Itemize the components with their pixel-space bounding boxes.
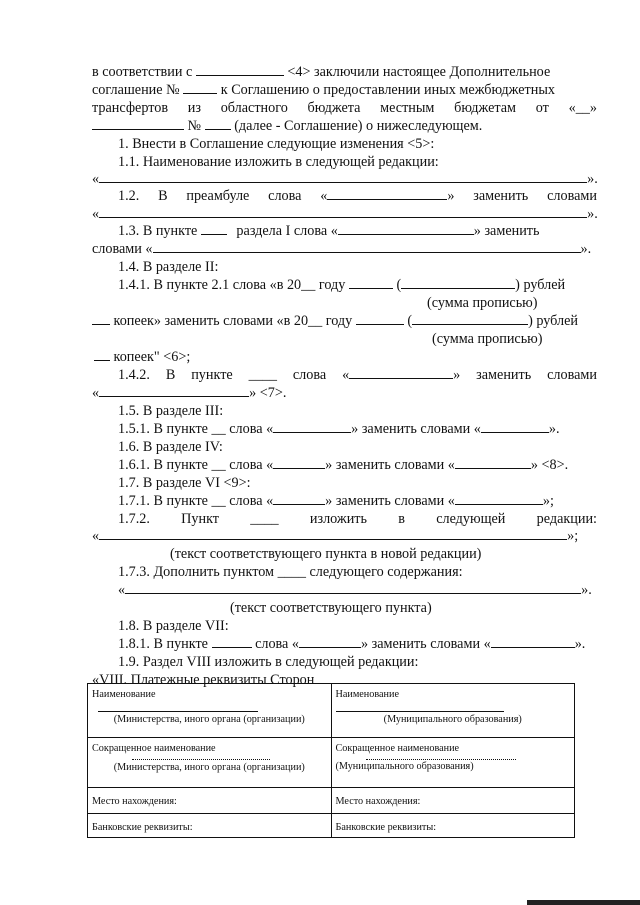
text-line-2	[92, 81, 555, 99]
text: в соответствии с	[92, 64, 193, 80]
blank-field	[153, 240, 581, 253]
blank-field	[327, 187, 447, 200]
text: словами «	[92, 241, 153, 257]
table-row	[88, 814, 575, 838]
text: » заменить словами «	[325, 493, 455, 509]
word: от	[535, 100, 549, 116]
word: 1.7.2.	[118, 511, 150, 527]
text: соглашение №	[92, 82, 180, 98]
text: »;	[567, 528, 579, 544]
blank-field	[125, 581, 581, 594]
blank-field	[356, 312, 404, 325]
text: 1.8.1. В пункте	[118, 636, 208, 652]
cell-caption: (Министерства, иного органа (организации)	[113, 714, 305, 725]
blank-field	[94, 348, 110, 361]
word: бюджета	[307, 100, 361, 116]
requisites-table	[87, 683, 575, 838]
word: местным	[380, 100, 435, 116]
blank-field	[99, 170, 587, 183]
item-1-3	[118, 222, 539, 240]
text-line-11	[92, 240, 591, 258]
word: редакции:	[536, 511, 597, 527]
text: ».	[580, 241, 592, 257]
text: «	[320, 188, 328, 204]
item-1-5-1	[118, 420, 560, 438]
caption-new-text: (текст соответствующего пункта в новой редакции)	[170, 546, 482, 562]
text: (далее - Соглашение) о нижеследующем.	[234, 118, 483, 134]
blank-field	[455, 456, 531, 469]
text: «	[92, 171, 100, 187]
word: преамбуле	[186, 188, 250, 204]
word: областного	[220, 100, 288, 116]
blank-field	[201, 222, 227, 235]
blank-field	[212, 635, 252, 648]
item-1-4-2	[118, 366, 597, 384]
text-line-15	[92, 312, 578, 330]
text: 1.6.1. В пункте __ слова «	[118, 457, 274, 473]
item-1-7-2	[118, 510, 597, 528]
blank-field	[273, 420, 351, 433]
item-1-7-3: 1.7.3. Дополнить пунктом ____ следующего содержания:	[118, 564, 463, 580]
text: (	[396, 277, 402, 293]
blank-field	[205, 117, 231, 130]
word: ____	[250, 511, 279, 527]
text: »;	[542, 493, 554, 509]
blank-field	[338, 222, 474, 235]
text-line-9	[92, 205, 598, 223]
text: 1.4.1. В пункте 2.1 слова «в 20__ году	[118, 277, 346, 293]
text: <4> заключили настоящее Дополнительное	[287, 64, 551, 80]
blank-field	[99, 527, 567, 540]
table-cell: Банковские реквизиты:	[88, 814, 332, 838]
text: 1.5.1. В пункте __ слова «	[118, 421, 274, 437]
text: » <8>.	[530, 457, 569, 473]
table-row	[88, 788, 575, 814]
text: ».	[574, 636, 586, 652]
text: раздела I слова «	[236, 223, 338, 239]
text: » <7>.	[249, 385, 287, 401]
blank-field	[299, 635, 361, 648]
caption-sum-words: (сумма прописью)	[432, 331, 543, 347]
blank-field	[481, 420, 549, 433]
table-row	[88, 684, 575, 738]
text-line-3	[92, 99, 597, 117]
cell-label: Наименование	[335, 689, 399, 700]
blank-field	[92, 312, 110, 325]
text: » заменить словами «	[325, 457, 455, 473]
blank-field	[349, 366, 453, 379]
text: копеек» заменить словами «в 20__ году	[113, 313, 353, 329]
word: в	[398, 511, 405, 527]
quoted-blank	[320, 187, 454, 205]
blank-field	[183, 81, 217, 94]
word: слова	[268, 188, 302, 204]
item-1-9: 1.9. Раздел VIII изложить в следующей редакции:	[118, 654, 419, 670]
item-1-4: 1.4. В разделе II:	[118, 259, 219, 275]
word: 1.4.2.	[118, 367, 150, 383]
text: ».	[581, 582, 592, 598]
cell-caption: (Муниципального образования)	[383, 714, 522, 725]
word: из	[187, 100, 201, 116]
table-cell	[331, 738, 575, 788]
text-line-30	[118, 581, 592, 599]
item-1-7-1	[118, 492, 554, 510]
text: «	[92, 206, 100, 222]
text-line-1	[92, 63, 550, 81]
text: «	[92, 528, 100, 544]
text: » заменить	[473, 223, 540, 239]
text: » заменить словами «	[351, 421, 481, 437]
cell-label: Сокращенное наименование	[335, 743, 460, 754]
text-line-4	[92, 117, 482, 135]
word: бюджетам	[454, 100, 517, 116]
item-1-2	[118, 187, 597, 205]
table-cell	[88, 738, 332, 788]
blank-field	[455, 492, 543, 505]
blank-field	[273, 456, 325, 469]
text: «	[342, 367, 350, 383]
text: 1.3. В пункте	[118, 223, 198, 239]
text: »	[453, 367, 461, 383]
table-cell: Место нахождения:	[331, 788, 575, 814]
item-1-8: 1.8. В разделе VII:	[118, 618, 229, 634]
item-1-1: 1.1. Наименование изложить в следующей редакции:	[118, 154, 439, 170]
text: «	[92, 385, 100, 401]
word: В	[158, 188, 168, 204]
text: ».	[587, 171, 598, 187]
item-1-7: 1.7. В разделе VI <9>:	[118, 475, 251, 491]
text: «	[118, 582, 126, 598]
item-1-6-1	[118, 456, 568, 474]
cell-caption: (Муниципального образования)	[335, 761, 474, 772]
table-cell: Банковские реквизиты:	[331, 814, 575, 838]
underline	[132, 759, 270, 760]
word: В	[165, 367, 176, 383]
blank-field	[196, 63, 284, 76]
text: (	[407, 313, 413, 329]
text: »	[447, 188, 455, 204]
word: заменить	[473, 188, 529, 204]
text: ».	[548, 421, 560, 437]
table-cell	[88, 684, 332, 738]
blank-field	[349, 276, 393, 289]
caption-item-text: (текст соответствующего пункта)	[230, 600, 432, 616]
word: 1.2.	[118, 188, 140, 204]
text: к Соглашению о предоставлении иных межбюджетных	[220, 82, 555, 98]
word: словами	[547, 367, 597, 383]
word: заменить	[476, 367, 532, 383]
cell-caption: (Министерства, иного органа (организации)	[113, 762, 305, 773]
word: слова	[292, 367, 327, 383]
item-1: 1. Внести в Соглашение следующие изменения <5>:	[118, 136, 435, 152]
text: ) рублей	[528, 313, 578, 329]
blank-field	[99, 205, 587, 218]
cell-label: Наименование	[92, 689, 156, 700]
text-line-19	[92, 384, 286, 402]
word: трансфертов	[92, 100, 169, 116]
underline	[98, 711, 258, 712]
item-1-4-1	[118, 276, 565, 294]
item-1-8-1	[118, 635, 585, 653]
blank-field	[99, 384, 249, 397]
table-cell: Место нахождения:	[88, 788, 332, 814]
word: изложить	[309, 511, 367, 527]
table-row	[88, 738, 575, 788]
word: следующей	[436, 511, 506, 527]
caption-sum-words: (сумма прописью)	[427, 295, 538, 311]
text: слова «	[255, 636, 299, 652]
text: ».	[587, 206, 598, 222]
blank-field	[412, 312, 528, 325]
text: 1.7.1. В пункте __ слова «	[118, 493, 274, 509]
blank-field	[92, 117, 184, 130]
item-1-6: 1.6. В разделе IV:	[118, 439, 223, 455]
word: словами	[547, 188, 597, 204]
scan-edge-stripe	[527, 900, 640, 905]
word: пункте	[191, 367, 233, 383]
quoted-blank	[342, 366, 460, 384]
word: ____	[248, 367, 277, 383]
text-line-7	[92, 170, 598, 188]
text: ) рублей	[515, 277, 566, 293]
section-viii-heading: «VIII. Платежные реквизиты Сторон	[92, 672, 315, 688]
table-cell	[331, 684, 575, 738]
blank-field	[273, 492, 325, 505]
text-line-17	[94, 348, 190, 366]
text: » заменить словами «	[360, 636, 491, 652]
blank-field	[491, 635, 575, 648]
item-1-5: 1.5. В разделе III:	[118, 403, 224, 419]
underline	[336, 711, 504, 712]
text-line-27	[92, 527, 578, 545]
text: №	[187, 118, 202, 134]
text: копеек" <6>;	[113, 349, 191, 365]
cell-label: Сокращенное наименование	[92, 743, 216, 754]
word: Пункт	[181, 511, 220, 527]
blank-field	[401, 276, 515, 289]
word: «__»	[568, 100, 597, 116]
